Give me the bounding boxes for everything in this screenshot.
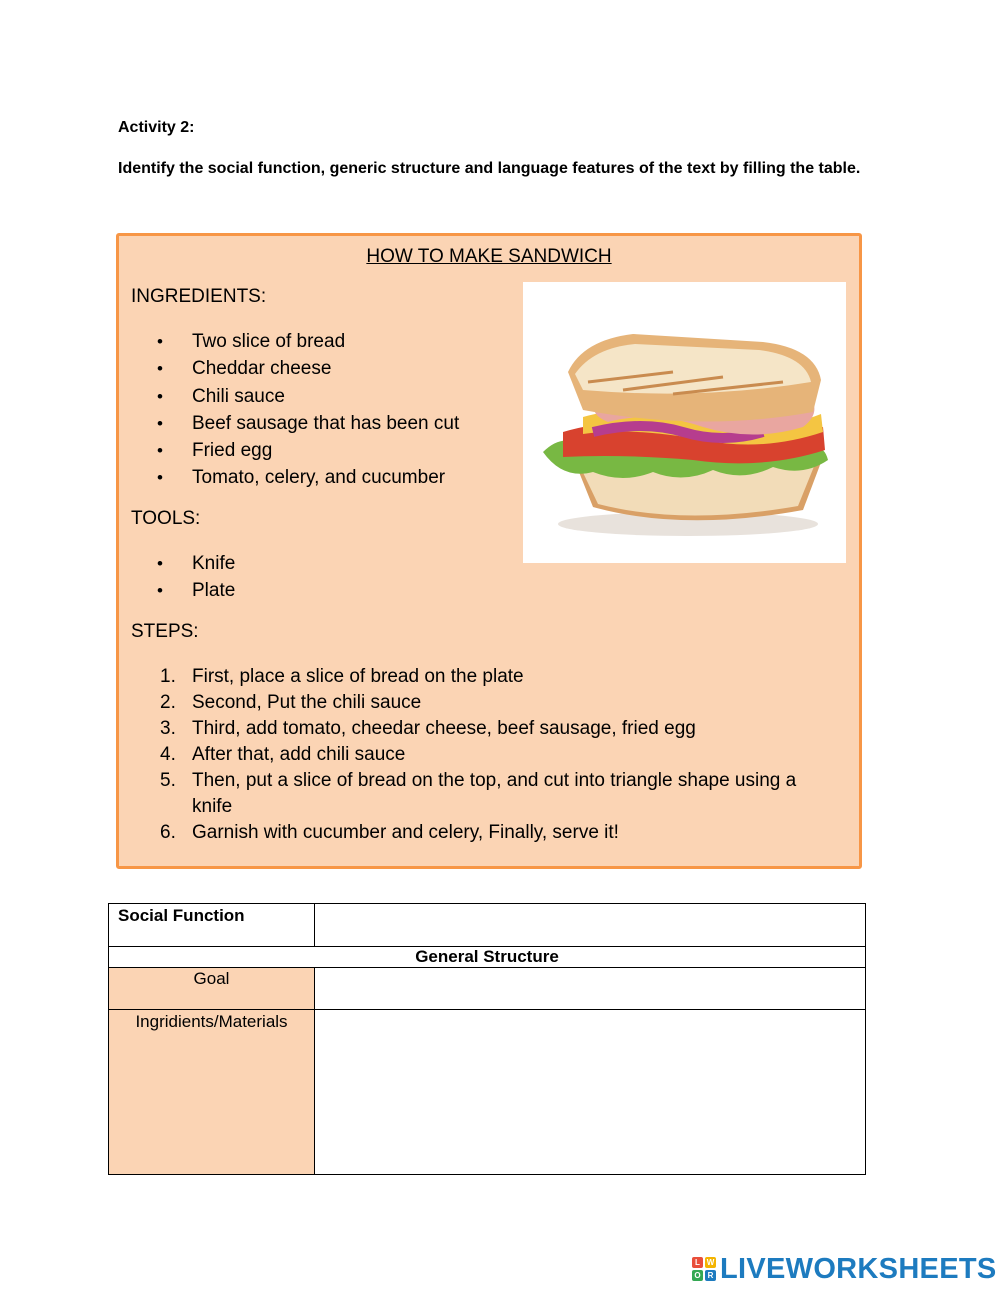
sandwich-image bbox=[523, 282, 846, 563]
list-item: • Knife bbox=[157, 550, 235, 577]
step-number: 5. bbox=[160, 770, 176, 791]
list-item: • Two slice of bread bbox=[157, 328, 459, 355]
goal-answer[interactable] bbox=[315, 968, 866, 1010]
step-number: 3. bbox=[160, 718, 176, 739]
general-structure-heading: General Structure bbox=[109, 947, 866, 968]
ingredients-label: INGREDIENTS: bbox=[131, 286, 267, 307]
step-number: 2. bbox=[160, 692, 176, 713]
ingredients-materials-answer[interactable] bbox=[315, 1010, 866, 1175]
answer-table bbox=[108, 903, 866, 1175]
list-item: • Cheddar cheese bbox=[157, 355, 459, 382]
step-item bbox=[157, 690, 837, 716]
step-text: Garnish with cucumber and celery, Finally, serve it! bbox=[192, 822, 619, 843]
social-function-label: Social Function bbox=[109, 904, 315, 947]
goal-label: Goal bbox=[109, 968, 315, 1010]
list-item: • Chili sauce bbox=[157, 383, 459, 410]
step-number: 1. bbox=[160, 666, 176, 687]
logo-text: LIVEWORKSHEETS bbox=[720, 1252, 997, 1285]
steps-label: STEPS: bbox=[131, 621, 199, 642]
step-text: Then, put a slice of bread on the top, and cut into triangle shape using a knife bbox=[192, 770, 797, 817]
step-text: Second, Put the chili sauce bbox=[192, 692, 422, 713]
sandwich-illustration bbox=[523, 282, 846, 563]
ingredients-materials-label: Ingridients/Materials bbox=[109, 1010, 315, 1175]
step-item bbox=[157, 716, 837, 742]
liveworksheets-logo bbox=[692, 1254, 997, 1284]
badge-letter: L bbox=[692, 1257, 703, 1268]
list-item: • Tomato, celery, and cucumber bbox=[157, 464, 459, 491]
steps-list bbox=[157, 664, 837, 846]
recipe-title: HOW TO MAKE SANDWICH bbox=[366, 246, 612, 267]
step-text: Third, add tomato, cheedar cheese, beef sausage, fried egg bbox=[192, 718, 696, 739]
step-item bbox=[157, 820, 837, 846]
instruction-text: Identify the social function, generic structure and language features of the text by filling the table. bbox=[118, 160, 861, 177]
step-number: 6. bbox=[160, 822, 176, 843]
tools-label: TOOLS: bbox=[131, 508, 201, 529]
step-number: 4. bbox=[160, 744, 176, 765]
list-item: • Beef sausage that has been cut bbox=[157, 410, 459, 437]
badge-letter: W bbox=[706, 1258, 715, 1267]
step-text: First, place a slice of bread on the plate bbox=[192, 666, 524, 687]
badge-letter: O bbox=[692, 1270, 703, 1281]
badge-letter: R bbox=[705, 1270, 716, 1281]
list-item: • Fried egg bbox=[157, 437, 459, 464]
ingredients-list bbox=[157, 328, 459, 492]
step-item bbox=[157, 768, 837, 820]
step-text: After that, add chili sauce bbox=[192, 744, 406, 765]
logo-badge-icon bbox=[692, 1257, 716, 1281]
tools-list bbox=[157, 550, 235, 605]
step-item bbox=[157, 742, 837, 768]
list-item: • Plate bbox=[157, 577, 235, 604]
activity-title: Activity 2: bbox=[118, 119, 195, 136]
social-function-answer[interactable] bbox=[315, 904, 866, 947]
step-item bbox=[157, 664, 837, 690]
